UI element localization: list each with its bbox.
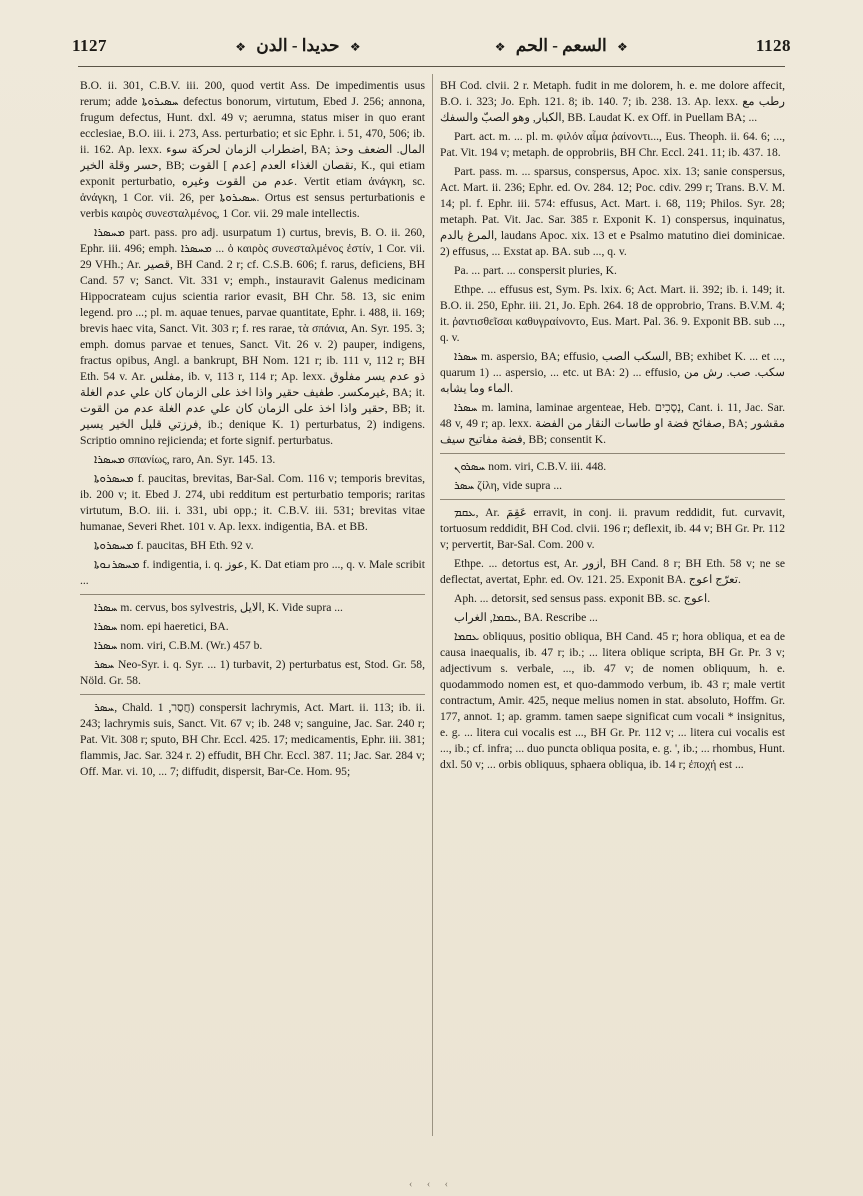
dictionary-entry: ܚܣܪܐ m. aspersio, BA; effusio, السكب الصب, BB; exhibet K. ... et ..., quarum 1) ... aspersio, ... etc. ut BA: 2) ... effusio, سكب. صب. رش من الماء وما يشابه.	[440, 350, 785, 395]
left-page-number: 1127	[72, 36, 108, 55]
right-column	[440, 78, 785, 1166]
dictionary-entry: ܚܣܪ Neo-Syr. i. q. Syr. ... 1) turbavit, 2) perturbatus est, Stod. Gr. 58, Nöld. Gr. 58.	[80, 658, 425, 687]
column-divider	[432, 74, 433, 1136]
ornament-icon: ❖	[494, 40, 506, 54]
ornament-icon: ❖	[349, 40, 361, 54]
dictionary-entry: ܚܣܪܐ nom. epi haeretici, BA.	[94, 620, 229, 633]
entry-separator	[80, 594, 425, 595]
left-running-title	[229, 36, 366, 56]
dictionary-entry: Pa. ... part. ... conspersit pluries, K.	[454, 264, 617, 277]
page-header	[72, 34, 791, 58]
dictionary-entry: Ethpe. ... detortus est, Ar. ازور, BH Cand. 8 r; BH Eth. 58 v; ne se deflectat, avertat, Ephr. ed. Ov. 121. 25. Exponit BA. تعرّج اعوج.	[440, 557, 785, 586]
ornament-icon: ❖	[616, 40, 628, 54]
ornament-icon: ❖	[235, 40, 247, 54]
footer-marks: ‹ ‹ ‹	[409, 1179, 454, 1190]
right-running-title	[489, 36, 634, 56]
left-running-title-text: حديدا - الدن	[256, 36, 340, 55]
dictionary-entry: BH Cod. clvii. 2 r. Metaph. fudit in me dolorem, h. e. me dolore affecit, B.O. i. 323; Jo. Eph. 121. 8; ib. 140. 7; ib. 238. 13. Ap. lexx. رطب مع الكبار, وهو الصبّ والسفك, BB. Laudat K. ex Off. in Puellam BA; ...	[440, 79, 785, 124]
dictionary-entry: ܚܣܪܘܢ nom. viri, C.B.V. iii. 448.	[454, 460, 607, 473]
dictionary-entry: ܡܚܣܪܘܬܐ f. paucitas, brevitas, Bar-Sal. Com. 116 v; temporis brevitas, ib. 200 v; it. Ebed J. 274, ubi redditum est perturbatio temporis; raritas virtutum, B.O. iii. i. 331, ubi opp.; it. C.B.V. iii. 531; brevitas vitae humanae, Severi Rhet. 101 v. Ap. lexx. indigentia, BA. et BB.	[80, 472, 425, 533]
dictionary-entry: ܡܚܣܪܘܬܐ f. paucitas, BH Eth. 92 v.	[94, 539, 254, 552]
dictionary-entry: ܚܣܪܐ m. cervus, bos sylvestris, الايل, K. Vide supra ...	[94, 601, 343, 614]
entry-separator	[440, 499, 785, 500]
dictionary-entry: ܥܩܡܐ, الغراب, BA. Rescribe ...	[454, 611, 598, 624]
dictionary-entry: Part. pass. m. ... sparsus, conspersus, Apoc. xix. 13; sanie conspersus, Act. Mart. ii. 236; Ephr. ed. Ov. 284. 12; Poc. cdiv. 299 r; Trans. B.V. M. 14; pl. f. Ephr. iii. 574: effusus, Act. Mart. i. 68, 119; Philos. Syr. 28; metaph. Pat. Vit. Jac. Sar. 385 r. Exponit K. 1) conspersus, inquinatus, المرغ بالدم, laudans Apoc. xix. 13 et e Psalmo matutino diei dominicae. 2) effusus, ... Exstat ap. BA. sub ..., q. v.	[440, 165, 785, 258]
dictionary-entry: ܥܩܡ, Ar. عَقِمَ erravit, in conj. ii. pravum reddidit, fut. curvavit, tortuosum reddidit, BH Cod. clvii. 196 r; deflexit, ib. 44 v; BH Gr. Pr. 112 v; pervertit, Bar-Sal. Com. 200 v.	[440, 506, 785, 551]
dictionary-entry: ܡܚܣܪܢܘܬܐ f. indigentia, i. q. عوز, K. Dat etiam pro ..., q. v. Male scribit ...	[80, 558, 425, 587]
dictionary-entry: ܡܚܣܪܐ σπανίως, raro, An. Syr. 145. 13.	[94, 453, 276, 466]
dictionary-entry: ܡܚܣܪܐ part. pass. pro adj. usurpatum 1) curtus, brevis, B. O. ii. 260, Ephr. iii. 496; emph. ܡܚܣܪܐ ... ὁ καιρὸς συνεσταλμένος ἐστίν, 1 Cor. vii. 29 VHh.; Ar. قصير, BH Cand. 2 r; cf. C.S.B. 606; f. rarus, deficiens, BH Cand. 57 v; Sanct. Vit. 331 v; emph., instauravit Galenus medicinam Hippocrateam cujus scientia rarior evasit, BH Chr. 58. 13, sic enim legend. pro ...; pl. m. aquae tenues, parvae quantitate, Ephr. i. 488, ii. 169; brevis haec vita, Sanct. Vit. 303 r; f. res rarae, τὰ σπάνια, An. Syr. 195. 3; emph. domus parvae et tenues, Sanct. Vit. 26 v. 2) pauper, indigens, fractus opibus, Angl. a bankrupt, BH Nom. 121 r; ib. 111 v, 112 r; BH Eth. 54 v. Ar. مفلس, ib. v, 113 r, 114 r; Ap. lexx. ذو عدم يسر مفلوق غيرمكسر. طفيف حقير واذا اخذ على الزمان كان علي عدم الغلة, BA; it. حقير واذا اخذ على الزمان كان علي عدم الغلة عدم من القوت, BB; it. فرزتي قليل الخير يسير, ib.; denique K. 1) perturbatus, 2) indigens. Scriptio omnino rejicienda; et forte signif. perturbatus.	[80, 226, 425, 447]
dictionary-entry: ܚܣܪܐ nom. viri, C.B.M. (Wr.) 457 b.	[94, 639, 263, 652]
dictionary-entry: Ethpe. ... effusus est, Sym. Ps. lxix. 6; Act. Mart. ii. 392; ib. i. 149; it. B.O. ii. 250, Ephr. iii. 21, Jo. Eph. 264. 18 de opprobrio, Trans. B.V.M. 4; it. ῥαντισθεῖσαι καθυγραίνοντο, Eus. Mart. Pal. 36. 9. Exponit BB. sub ..., q. v.	[440, 283, 785, 344]
entry-separator	[80, 694, 425, 695]
dictionary-entry: ܚܣܪ ζίλη, vide supra ...	[454, 479, 563, 492]
dictionary-entry: ܥܩܡܐ obliquus, positio obliqua, BH Cand. 45 r; hora obliqua, et ea de causa inaequalis, ib. 47 r; ib.; ... litera oblique scripta, BH Gr. Pr. 3 v; adjectivum s. verbale, ..., ib. 47 v; de nomen obliquum, h. e. quodammodo nomen est, et quo-dammodo verbum, ib. 43 r; male vertit contractum, Amir. 425, neque melius nomen in stat. absoluto, Hoffm. Gr. 177, annot. 1; ap. gramm. tamen saepe significat cum vocali * insignitus, e. g. ... litera cui vocalis est ..., BH Gr. Pr. 112 v; ... litera cui vocalis est ..., ib.; cf. infra; ... duo puncta obliqua posita, e. g. ', ib.; ... rhombus, Hunt. dxl. 50 v; ... orbis obliquus, sphaera obliqua, ib. 14 r; ἐποχή est ...	[440, 630, 785, 771]
dictionary-entry: Part. act. m. ... pl. m. φιλόν αἷμα ῥαίνοντι..., Eus. Theoph. ii. 64. 6; ..., Pat. Vit. 194 v; metaph. de opprobriis, BH Chr. Eccl. 241. 11; ib. 437. 18.	[440, 130, 785, 159]
dictionary-entry: Aph. ... detorsit, sed sensus pass. exponit BB. sc. اعوج.	[454, 592, 711, 605]
right-page-number: 1128	[755, 36, 791, 55]
right-running-title-text: السعم - الحم	[515, 36, 607, 55]
header-rule	[78, 66, 785, 67]
dictionary-entry: ܚܣܪ, Chald. חֲסַר, 1) conspersit lachrymis, Act. Mart. ii. 113; ib. ii. 243; lachrymis suis, Sanct. Vit. 67 v; ib. 248 v; sanguine, Jac. Sar. 240 r; Pat. Vit. 308 r; sputo, BH Chr. Eccl. 425. 17; medicamentis, Ephr. iii. 381; flammis, Jac. Sar. 324 r. 2) effudit, BH Chr. Eccl. 387. 11; Jac. Sar. 284 v; Off. Mar. vi. 10, ... 7; diffudit, dispersit, Bar-Ce. Hom. 95;	[80, 701, 425, 778]
left-column	[80, 78, 425, 1166]
dictionary-entry: B.O. ii. 301, C.B.V. iii. 200, quod vertit Ass. De impedimentis usus rerum; adde ܚܣܝܪܘܬܐ defectus bonorum, virtutum, Ebed J. 256; annona, frugum defectus, Hunt. dxl. 49 v; aerumna, status miser in quo erant ecclesiae, B.O. iii. i. 273, Ass. perturbatio; et sic Ephr. i. 51, 470, 506; ib. ii. 162. Ap. lexx. اضطراب الزمان لحركة سوء, BA; المال. الضعف وحذ حسر وقلة الخير, BB; نقصان الغذاء العدم [عدم ] القوت, K., qui etiam exponit perturbatio, عدم من القوت وغيره. Vertit etiam ἀνάγκη, sc. ἀνάγκη, 1 Cor. vii. 26, per ܚܣܝܪܘܬܐ. Ortus est sensus perturbationis e verbis καιρὸς συνεσταλμένος, 1 Cor. vii. 29 male intellectis.	[80, 79, 425, 220]
entry-separator	[440, 453, 785, 454]
dictionary-entry: ܚܣܪܐ m. lamina, laminae argenteae, Heb. נְסָכִים, Cant. i. 11, Jac. Sar. 48 v, 49 r; ap. lexx. صفائح فضة او طاسات النقار من الفضة, BA; مقشور فضة مفاتيح سيف, BB; consentit K.	[440, 401, 785, 446]
